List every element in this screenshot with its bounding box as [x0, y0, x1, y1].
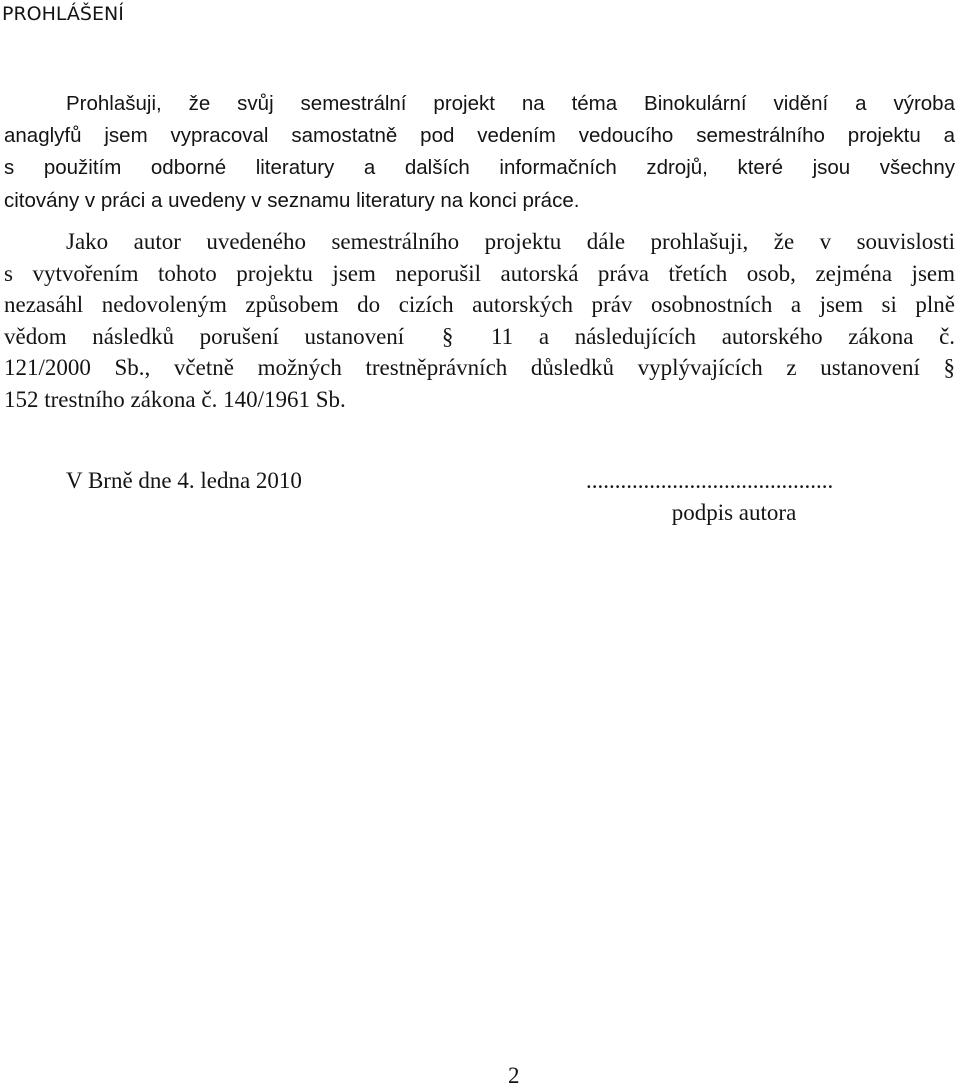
paragraph-line: anaglyfů jsem vypracoval samostatně pod vedením vedoucího semestrálního projektu a	[4, 124, 955, 148]
paragraph-line: s použitím odborné literatury a dalších informačních zdrojů, které jsou všechny	[4, 156, 955, 180]
signature-line: ...........................................	[586, 468, 834, 493]
paragraph-line: 152 trestního zákona č. 140/1961 Sb.	[4, 386, 346, 412]
line-text-after-section: 11 a následujících autorského zákona č.	[491, 323, 956, 349]
paragraph-line: s vytvořením tohoto projektu jsem neporušil autorská práva třetích osob, zejména jsem	[4, 260, 955, 286]
line-text-before-section: vědom následků porušení ustanovení	[4, 323, 405, 349]
declaration-paragraph-2	[4, 226, 955, 416]
page-heading: PROHLÁŠENÍ	[2, 3, 124, 25]
declaration-paragraph-1	[4, 88, 955, 217]
paragraph-line: citovány v práci a uvedeny v seznamu literatury na konci práce.	[4, 188, 580, 212]
paragraph-line: Jako autor uvedeného semestrálního projektu dále prohlašuji, že v souvislosti	[66, 229, 955, 254]
place-and-date: V Brně dne 4. ledna 2010	[66, 468, 302, 493]
line-text-before-section: 121/2000 Sb., včetně možných trestněprávních důsledků vyplývajících z ustanovení	[4, 355, 920, 381]
paragraph-line	[4, 352, 955, 384]
page-number: 2	[508, 1063, 520, 1088]
signature-label: podpis autora	[671, 500, 797, 525]
section-symbol: §	[441, 323, 454, 349]
signature-block	[586, 466, 882, 528]
paragraph-line: nezasáhl nedovoleným způsobem do cizích autorských práv osobnostních a jsem si plně	[4, 292, 955, 318]
paragraph-line	[4, 321, 955, 353]
paragraph-line: Prohlašuji, že svůj semestrální projekt na téma Binokulární vidění a výroba	[66, 92, 955, 115]
section-symbol: §	[943, 355, 955, 381]
